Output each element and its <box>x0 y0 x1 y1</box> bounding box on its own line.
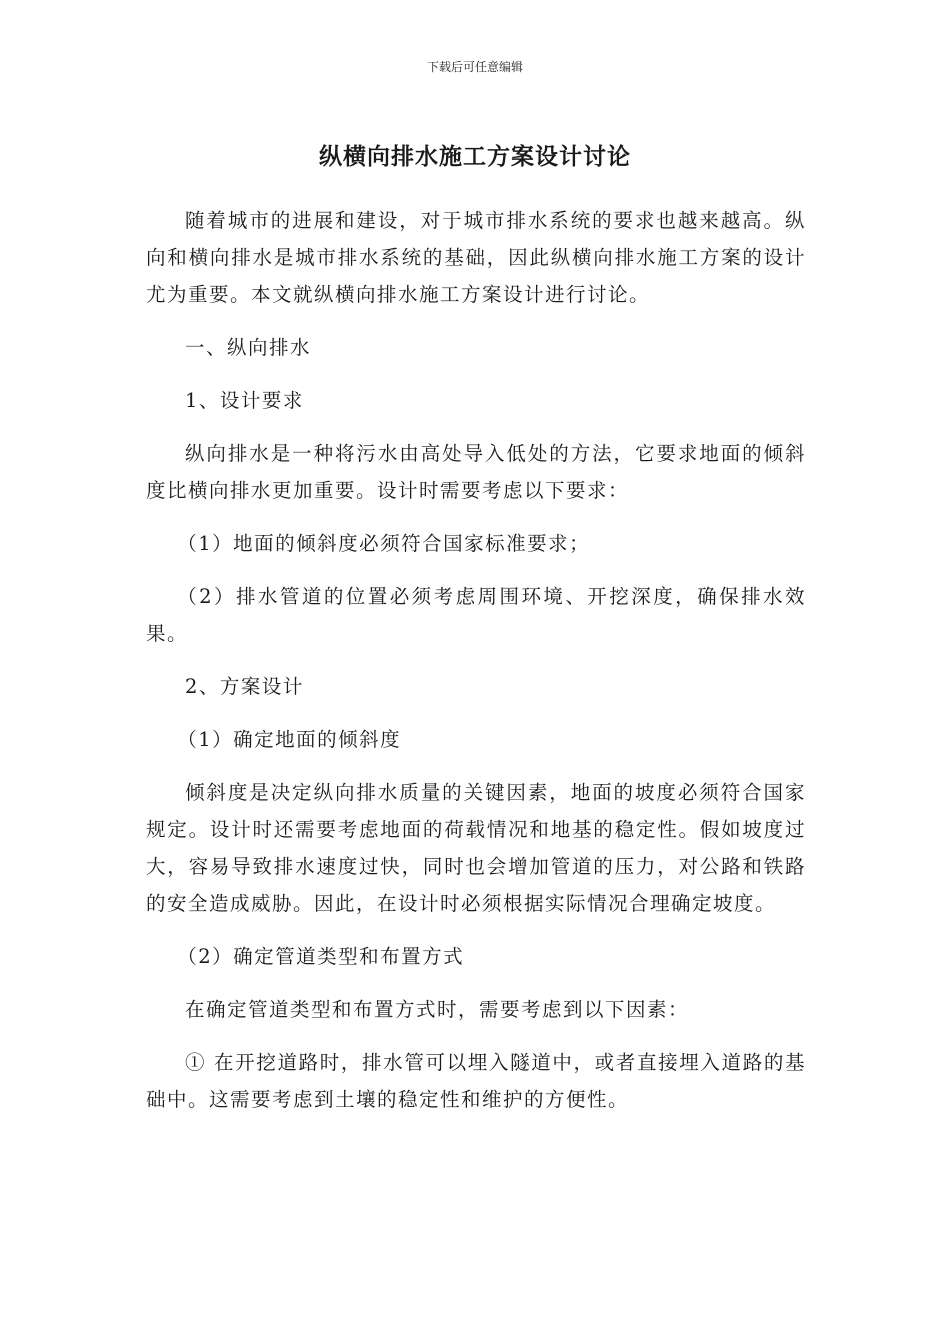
design-item-1-heading: （1）确定地面的倾斜度 <box>177 728 402 751</box>
subsection-heading-design: 2、方案设计 <box>185 675 304 698</box>
pipe-factor-item-1: ① 在开挖道路时，排水管可以埋入隧道中，或者直接埋入道路的基础中。这需要考虑到土壤的稳定性和维护的方便性。 <box>146 1051 806 1111</box>
design-item-2-heading: （2）确定管道类型和布置方式 <box>177 945 465 968</box>
requirement-item-1: （1）地面的倾斜度必须符合国家标准要求； <box>177 532 591 555</box>
subsection-heading-requirements: 1、设计要求 <box>185 389 304 412</box>
pipe-factors-paragraph: 在确定管道类型和布置方式时，需要考虑到以下因素： <box>185 998 690 1021</box>
requirement-item-2: （2）排水管道的位置必须考虑周围环境、开挖深度，确保排水效果。 <box>146 585 806 645</box>
header-note: 下载后可任意编辑 <box>426 60 523 74</box>
document-body <box>146 202 806 1134</box>
intro-paragraph: 随着城市的进展和建设，对于城市排水系统的要求也越来越高。纵向和横向排水是城市排水系统的基础，因此纵横向排水施工方案的设计尤为重要。本文就纵横向排水施工方案设计进行讨论。 <box>146 209 806 306</box>
requirements-paragraph: 纵向排水是一种将污水由高处导入低处的方法，它要求地面的倾斜度比横向排水更加重要。设计时需要考虑以下要求： <box>146 442 806 502</box>
slope-paragraph: 倾斜度是决定纵向排水质量的关键因素，地面的坡度必须符合国家规定。设计时还需要考虑地面的荷载情况和地基的稳定性。假如坡度过大，容易导致排水速度过快，同时也会增加管道的压力，对公路和铁路的安全造成威胁。因此，在设计时必须根据实际情况合理确定坡度。 <box>146 781 806 915</box>
section-heading-longitudinal: 一、纵向排水 <box>185 336 312 359</box>
document-title: 纵横向排水施工方案设计讨论 <box>319 144 631 170</box>
